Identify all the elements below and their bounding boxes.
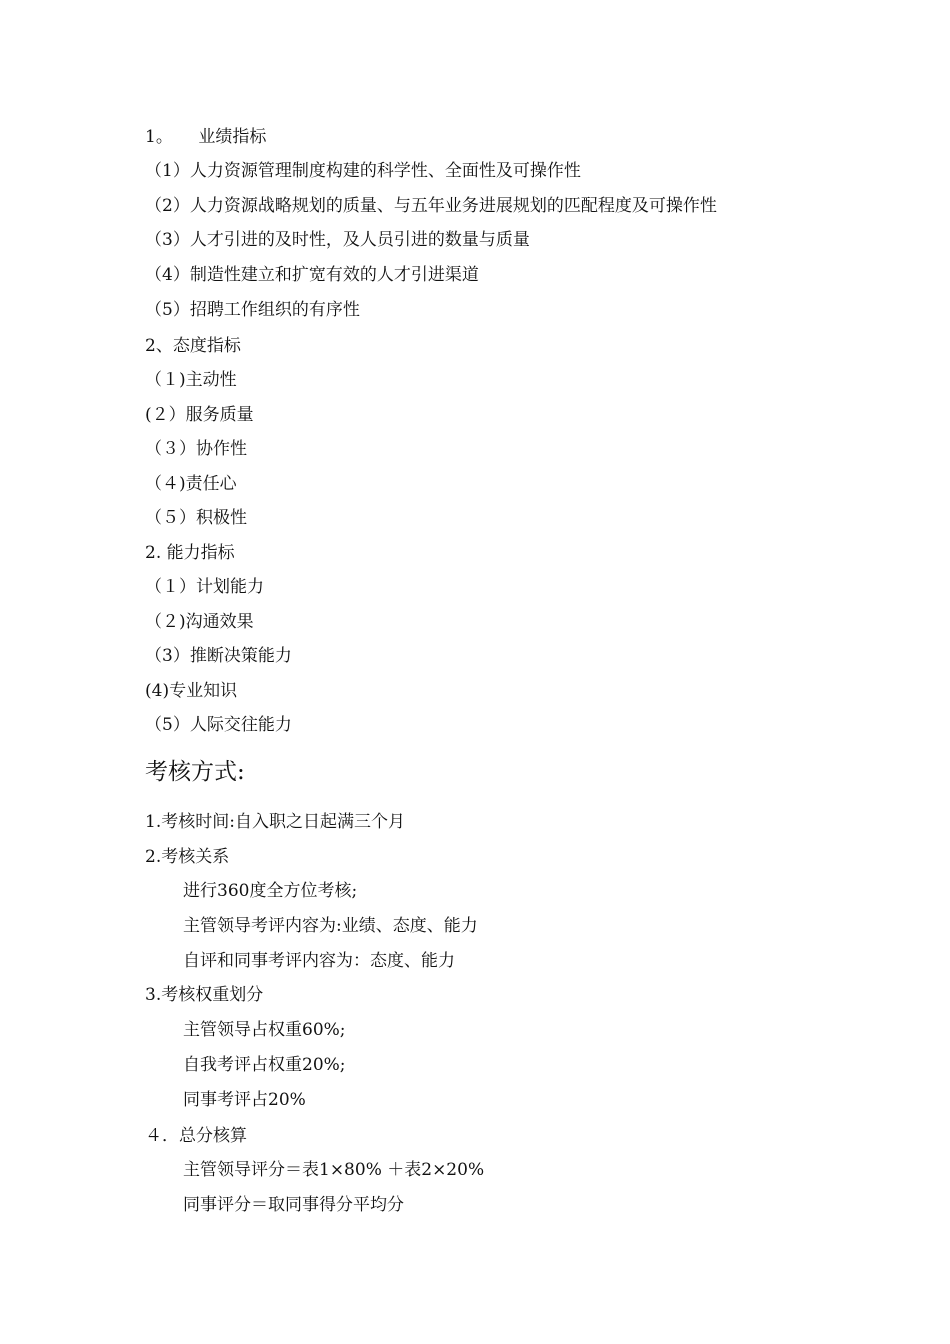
performance-item-4: （4）制造性建立和扩宽有效的人才引进渠道 xyxy=(145,265,479,285)
total-title: ４．总分核算 xyxy=(145,1126,247,1146)
relation-line-1: 进行360度全方位考核; xyxy=(183,881,358,901)
relation-line-3: 自评和同事考评内容为：态度、能力 xyxy=(183,951,455,971)
performance-item-3: （3）人才引进的及时性，及人员引进的数量与质量 xyxy=(145,230,530,250)
assessment-time: 1.考核时间:自入职之日起满三个月 xyxy=(145,812,405,832)
weight-line-2: 自我考评占权重20%; xyxy=(183,1055,346,1075)
attitude-item-2: (２）服务质量 xyxy=(145,405,254,425)
performance-item-1: （1）人力资源管理制度构建的科学性、全面性及可操作性 xyxy=(145,161,581,181)
ability-item-4: (4)专业知识 xyxy=(145,681,238,701)
ability-item-2: （２)沟通效果 xyxy=(145,612,254,632)
weight-line-1: 主管领导占权重60%; xyxy=(183,1020,346,1040)
performance-item-2: （2）人力资源战略规划的质量、与五年业务进展规划的匹配程度及可操作性 xyxy=(145,196,717,216)
total-line-1: 主管领导评分＝表1×80% ＋表2×20% xyxy=(183,1160,485,1180)
ability-item-3: （3）推断决策能力 xyxy=(145,646,292,666)
weight-title: 3.考核权重划分 xyxy=(145,985,264,1005)
attitude-item-3: （３）协作性 xyxy=(145,439,247,459)
ability-item-5: （5）人际交往能力 xyxy=(145,715,292,735)
relation-line-2: 主管领导考评内容为:业绩、态度、能力 xyxy=(183,916,478,936)
attitude-item-1: （１)主动性 xyxy=(145,370,237,390)
total-line-2: 同事评分＝取同事得分平均分 xyxy=(183,1195,404,1215)
ability-title: 2. 能力指标 xyxy=(145,543,235,563)
ability-item-1: （１）计划能力 xyxy=(145,577,264,597)
weight-line-3: 同事考评占20% xyxy=(183,1090,306,1110)
assessment-heading: 考核方式: xyxy=(145,759,245,785)
attitude-item-4: （４)责任心 xyxy=(145,474,237,494)
relation-title: 2.考核关系 xyxy=(145,847,230,867)
attitude-title: 2、态度指标 xyxy=(145,336,241,356)
performance-title: 1。 业绩指标 xyxy=(145,127,267,147)
performance-item-5: （5）招聘工作组织的有序性 xyxy=(145,300,360,320)
attitude-item-5: （５）积极性 xyxy=(145,508,247,528)
